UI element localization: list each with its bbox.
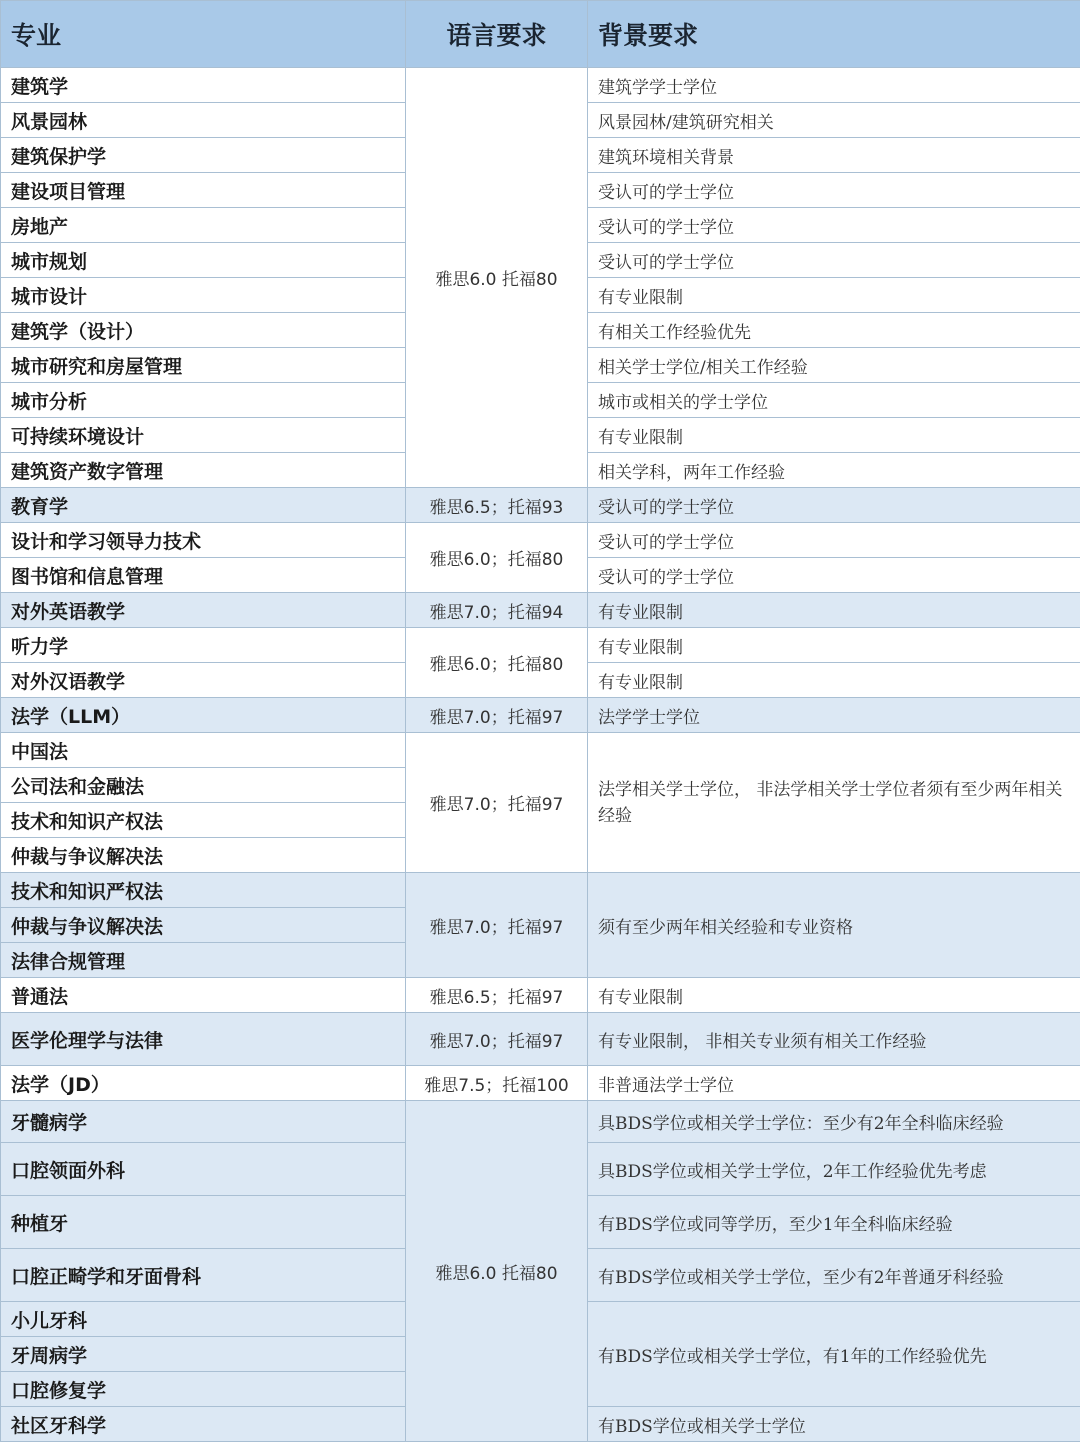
major-cell: 普通法: [1, 978, 406, 1013]
major-cell: 医学伦理学与法律: [1, 1013, 406, 1066]
background-cell: 非普通法学士学位: [588, 1066, 1080, 1101]
table-row: [1, 978, 1080, 1013]
major-cell: 设计和学习领导力技术: [1, 523, 406, 558]
table-row: [1, 628, 1080, 663]
table-row: [1, 488, 1080, 523]
major-cell: 种植牙: [1, 1196, 406, 1249]
background-cell: 城市或相关的学士学位: [588, 383, 1080, 418]
background-cell: 有BDS学位或同等学历，至少1年全科临床经验: [588, 1196, 1080, 1249]
major-cell: 城市设计: [1, 278, 406, 313]
table-row: [1, 1101, 1080, 1143]
table-row: [1, 1066, 1080, 1101]
language-cell: 雅思6.5；托福97: [406, 978, 588, 1013]
major-cell: 小儿牙科: [1, 1302, 406, 1337]
major-cell: 牙髓病学: [1, 1101, 406, 1143]
background-cell: 建筑学学士学位: [588, 68, 1080, 103]
major-cell: 口腔修复学: [1, 1372, 406, 1407]
language-cell: 雅思6.5；托福93: [406, 488, 588, 523]
table-row: [1, 873, 1080, 908]
background-cell: 有BDS学位或相关学士学位，有1年的工作经验优先: [588, 1302, 1080, 1407]
table-row: [1, 523, 1080, 558]
background-cell: 有BDS学位或相关学士学位: [588, 1407, 1080, 1442]
language-cell: 雅思7.0；托福97: [406, 733, 588, 873]
major-cell: 对外英语教学: [1, 593, 406, 628]
table-row: [1, 1013, 1080, 1066]
background-cell: 受认可的学士学位: [588, 208, 1080, 243]
background-cell: 有专业限制: [588, 278, 1080, 313]
major-cell: 房地产: [1, 208, 406, 243]
major-cell: 口腔领面外科: [1, 1143, 406, 1196]
language-cell: 雅思6.0；托福80: [406, 628, 588, 698]
background-cell: 有BDS学位或相关学士学位，至少有2年普通牙科经验: [588, 1249, 1080, 1302]
language-cell: 雅思7.0；托福97: [406, 1013, 588, 1066]
major-cell: 社区牙科学: [1, 1407, 406, 1442]
major-cell: 建设项目管理: [1, 173, 406, 208]
language-cell: 雅思7.0；托福97: [406, 873, 588, 978]
background-cell: 受认可的学士学位: [588, 243, 1080, 278]
table-row: [1, 593, 1080, 628]
language-cell: 雅思7.5；托福100: [406, 1066, 588, 1101]
major-cell: 牙周病学: [1, 1337, 406, 1372]
background-cell: 有专业限制: [588, 663, 1080, 698]
background-cell: 受认可的学士学位: [588, 558, 1080, 593]
major-cell: 城市规划: [1, 243, 406, 278]
major-cell: 中国法: [1, 733, 406, 768]
background-cell: 具BDS学位或相关学士学位：至少有2年全科临床经验: [588, 1101, 1080, 1143]
major-cell: 法学（JD）: [1, 1066, 406, 1101]
background-cell: 受认可的学士学位: [588, 173, 1080, 208]
background-cell: 须有至少两年相关经验和专业资格: [588, 873, 1080, 978]
major-cell: 图书馆和信息管理: [1, 558, 406, 593]
background-cell: 有专业限制， 非相关专业须有相关工作经验: [588, 1013, 1080, 1066]
major-cell: 仲裁与争议解决法: [1, 838, 406, 873]
header-major: 专业: [1, 1, 406, 68]
language-cell: 雅思6.0；托福80: [406, 523, 588, 593]
major-cell: 公司法和金融法: [1, 768, 406, 803]
background-cell: 相关学科，两年工作经验: [588, 453, 1080, 488]
major-cell: 听力学: [1, 628, 406, 663]
background-cell: 有专业限制: [588, 978, 1080, 1013]
language-cell: 雅思6.0 托福80: [406, 1101, 588, 1442]
major-cell: 技术和知识严权法: [1, 873, 406, 908]
background-cell: 具BDS学位或相关学士学位，2年工作经验优先考虑: [588, 1143, 1080, 1196]
language-cell: 雅思6.0 托福80: [406, 68, 588, 488]
major-cell: 建筑资产数字管理: [1, 453, 406, 488]
header-background: 背景要求: [588, 1, 1080, 68]
background-cell: 受认可的学士学位: [588, 488, 1080, 523]
table-row: [1, 698, 1080, 733]
background-cell: 法学相关学士学位， 非法学相关学士学位者须有至少两年相关经验: [588, 733, 1080, 873]
major-cell: 仲裁与争议解决法: [1, 908, 406, 943]
background-cell: 有专业限制: [588, 593, 1080, 628]
major-cell: 教育学: [1, 488, 406, 523]
major-cell: 法学（LLM）: [1, 698, 406, 733]
language-cell: 雅思7.0；托福97: [406, 698, 588, 733]
background-cell: 建筑环境相关背景: [588, 138, 1080, 173]
background-cell: 风景园林/建筑研究相关: [588, 103, 1080, 138]
major-cell: 法律合规管理: [1, 943, 406, 978]
major-cell: 建筑学: [1, 68, 406, 103]
major-cell: 风景园林: [1, 103, 406, 138]
background-cell: 有相关工作经验优先: [588, 313, 1080, 348]
major-cell: 口腔正畸学和牙面骨科: [1, 1249, 406, 1302]
table-row: [1, 733, 1080, 768]
background-cell: 受认可的学士学位: [588, 523, 1080, 558]
background-cell: 相关学士学位/相关工作经验: [588, 348, 1080, 383]
background-cell: 有专业限制: [588, 418, 1080, 453]
background-cell: 法学学士学位: [588, 698, 1080, 733]
major-cell: 可持续环境设计: [1, 418, 406, 453]
major-cell: 建筑保护学: [1, 138, 406, 173]
major-cell: 对外汉语教学: [1, 663, 406, 698]
table-row: [1, 68, 1080, 103]
header-language: 语言要求: [406, 1, 588, 68]
background-cell: 有专业限制: [588, 628, 1080, 663]
major-cell: 技术和知识产权法: [1, 803, 406, 838]
major-cell: 城市分析: [1, 383, 406, 418]
language-cell: 雅思7.0；托福94: [406, 593, 588, 628]
major-cell: 城市研究和房屋管理: [1, 348, 406, 383]
header-row: [1, 1, 1080, 68]
major-cell: 建筑学（设计）: [1, 313, 406, 348]
